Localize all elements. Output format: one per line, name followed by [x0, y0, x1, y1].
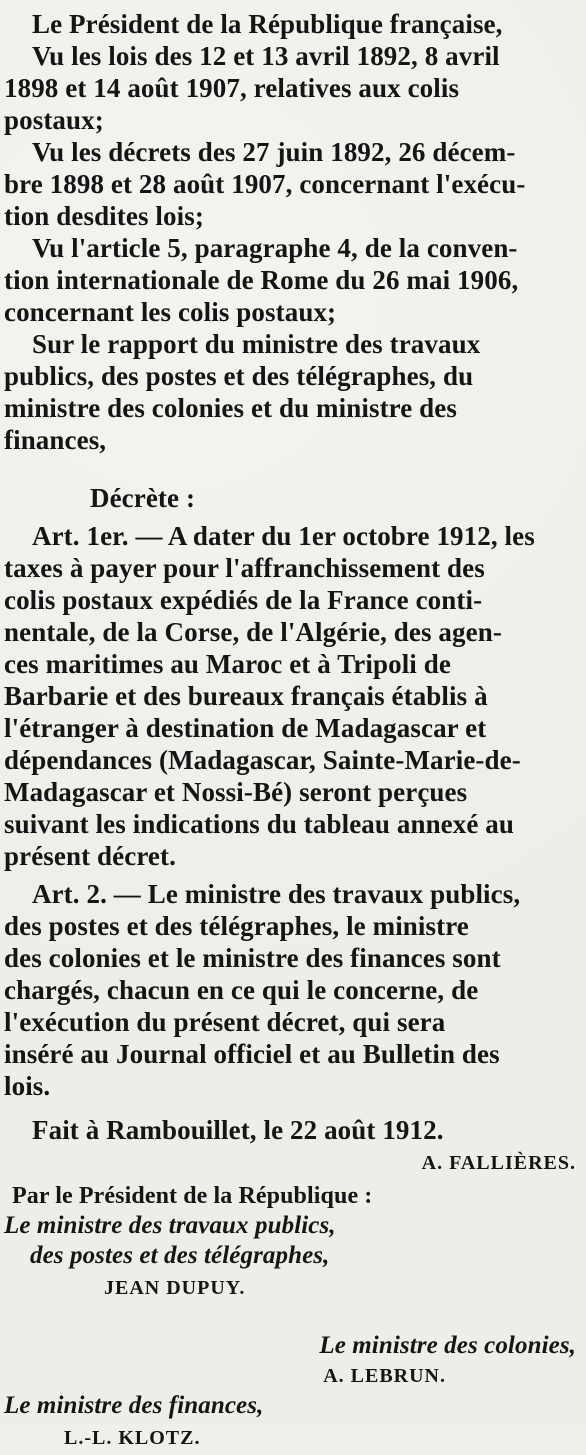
minister-travaux-line2: des postes et des télégraphes,	[30, 1242, 330, 1269]
minister-colonies-line: Le ministre des colonies,	[319, 1332, 576, 1359]
heading: Le Président de la République française,	[32, 9, 503, 39]
paragraph-line: publics, des postes et des télégraphes, du	[4, 361, 474, 391]
minister-travaux-line1: Le ministre des travaux publics,	[4, 1212, 336, 1239]
paragraph-line: ministre des colonies et du ministre des	[4, 393, 457, 423]
paragraph-line: finances,	[4, 425, 107, 455]
par-le-president: Par le Président de la République :	[12, 1183, 373, 1209]
minister-colonies-name: A. LEBRUN.	[323, 1365, 446, 1387]
paragraph-line: Vu les décrets des 27 juin 1892, 26 décem-	[32, 137, 516, 167]
article-line: nentale, de la Corse, de l'Algérie, des agen-	[4, 617, 502, 647]
president-signature: A. FALLIÈRES.	[421, 1152, 576, 1174]
paragraph-line: concernant les colis postaux;	[4, 297, 337, 327]
minister-finances-name: L.-L. KLOTZ.	[64, 1427, 201, 1449]
paragraph-line: Vu l'article 5, paragraphe 4, de la conven-	[32, 233, 518, 263]
minister-travaux-name: JEAN DUPUY.	[104, 1277, 246, 1299]
article-line: suivant les indications du tableau annexé au	[4, 809, 515, 839]
article-line: Art. 2. — Le ministre des travaux publics,	[32, 879, 521, 909]
minister-colonies-row	[4, 1331, 576, 1361]
article-line: des postes et des télégraphes, le ministre	[4, 911, 469, 941]
article-line: l'étranger à destination de Madagascar et	[4, 713, 487, 743]
article-line: Art. 1er. — A dater du 1er octobre 1912, les	[32, 521, 535, 551]
decrees-heading: Décrète :	[90, 483, 196, 513]
minister-colonies-name-row	[4, 1361, 576, 1391]
paragraph-line: 1898 et 14 août 1907, relatives aux colis	[4, 73, 460, 103]
paragraph-line: tion desdites lois;	[4, 201, 204, 231]
article-line: Barbarie et des bureaux français établis à	[4, 681, 488, 711]
paragraph-line: postaux;	[4, 105, 104, 135]
paragraph-line: Sur le rapport du ministre des travaux	[32, 329, 481, 359]
minister-finances-line: Le ministre des finances,	[4, 1392, 264, 1419]
article-line: dépendances (Madagascar, Sainte-Marie-de-	[4, 745, 521, 775]
paragraph-line: bre 1898 et 28 août 1907, concernant l'exécu-	[4, 169, 526, 199]
paragraph-line: Vu les lois des 12 et 13 avril 1892, 8 avril	[32, 41, 500, 71]
paragraph-line: tion internationale de Rome du 26 mai 1906,	[4, 265, 519, 295]
spacer	[4, 1102, 576, 1114]
article-line: présent décret.	[4, 841, 176, 871]
article-line: l'exécution du présent décret, qui sera	[4, 1007, 446, 1037]
article-line: colis postaux expédiés de la France conti-	[4, 585, 483, 615]
article-line: taxes à payer pour l'affranchissement des	[4, 553, 485, 583]
spacer	[4, 1305, 576, 1331]
article-line: chargés, chacun en ce qui le concerne, de	[4, 975, 479, 1005]
article-line: des colonies et le ministre des finances sont	[4, 943, 501, 973]
article-line: Madagascar et Nossi-Bé) seront perçues	[4, 777, 468, 807]
article-line: ces maritimes au Maroc et à Tripoli de	[4, 649, 451, 679]
article-line: inséré au Journal officiel et au Bulletin des	[4, 1039, 500, 1069]
place-date: Fait à Rambouillet, le 22 août 1912.	[32, 1115, 444, 1145]
spacer	[4, 456, 576, 482]
president-signature-row	[4, 1152, 576, 1175]
article-line: lois.	[4, 1071, 51, 1101]
